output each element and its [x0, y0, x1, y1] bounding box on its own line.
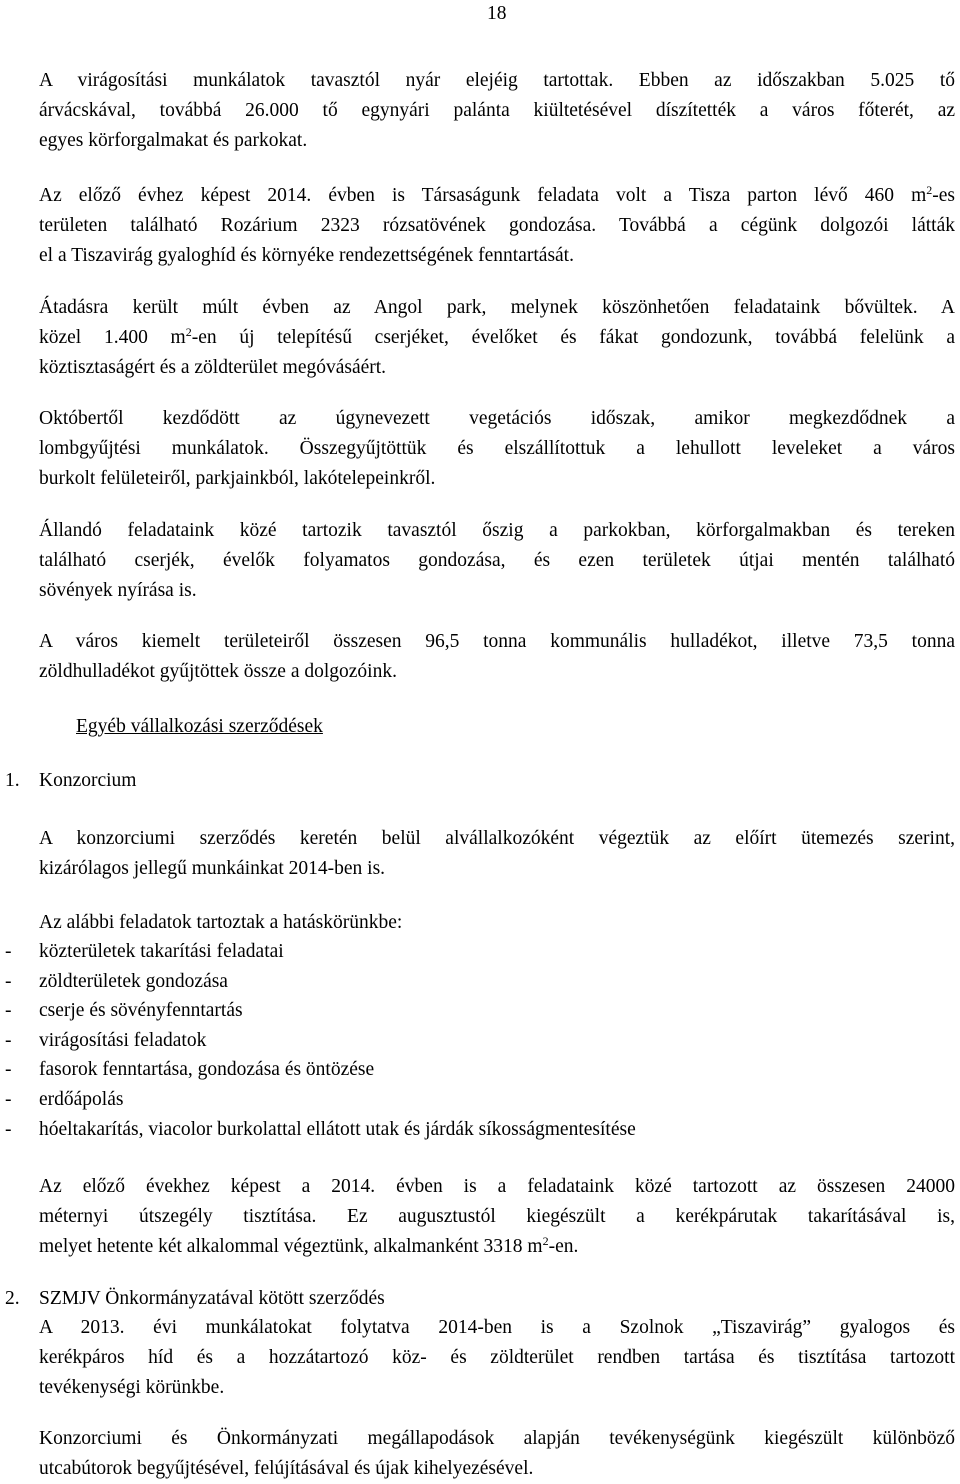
- list-item: - hóeltakarítás, viacolor burkolattal ellátott utak és járdák síkosságmentesítése: [5, 1118, 636, 1140]
- text-line: A város kiemelt területeiről összesen 96,5 tonna kommunális hulladékot, illetve 73,5 tonna: [39, 631, 955, 652]
- text-line: A 2013. évi munkálatokat folytatva 2014-ben is a Szolnok „Tiszavirág” gyalogos és: [39, 1317, 955, 1338]
- text-line: közel 1.400 $m^2-en$ új telepítésű cserjéket, évelőket és fákat gondozunk, továbbá felelünk a: [39, 325, 955, 348]
- item-title-konzorcium: Konzorcium: [39, 770, 137, 791]
- text-line: kerékpáros híd és a hozzátartozó köz- és zöldterület rendben tartása és tisztítása tartozott: [39, 1347, 955, 1368]
- text-line: sövények nyírása is.: [39, 580, 197, 601]
- list-item: - zöldterületek gondozása: [5, 970, 228, 992]
- text-line: Állandó feladataink közé tartozik tavasztól őszig a parkokban, körforgalmakban és tereken: [39, 520, 955, 541]
- text-line: Konzorciumi és Önkormányzati megállapodások alapján tevékenységünk kiegészült különböző: [39, 1428, 955, 1449]
- text-line: Októbertől kezdődött az úgynevezett vegetációs időszak, amikor megkezdődnek a: [39, 408, 955, 429]
- list-item: - közterületek takarítási feladatai: [5, 941, 284, 962]
- paragraph-leaf-collection: [39, 404, 955, 494]
- paragraph-permanent-tasks: [39, 516, 955, 606]
- item-title-szmjv: SZMJV Önkormányzatával kötött szerződés: [39, 1288, 385, 1309]
- tasks-intro: Az alábbi feladatok tartoztak a hatáskörünkbe:: [39, 912, 403, 933]
- task-list: [0, 937, 960, 1144]
- text-line: A konzorciumi szerződés keretén belül alvállalkozóként végeztük az előírt ütemezés szerint,: [39, 828, 955, 849]
- text-line: Az előző évhez képest 2014. évben is Társaságunk feladata volt a Tisza parton lévő 460 $m^2-es$: [39, 183, 955, 206]
- text-line: zöldhulladékot gyűjtöttek össze a dolgozóink.: [39, 661, 397, 682]
- text-line: melyet hetente két alkalommal végeztünk, alkalmanként 3318 $m^2-en$.: [39, 1234, 579, 1257]
- text-line: területen található Rozárium 2323 rózsatövének gondozása. Továbbá a cégünk dolgozói látták: [39, 215, 955, 236]
- list-item: - virágosítási feladatok: [5, 1029, 207, 1051]
- text-line: köztisztaságért és a zöldterület megóvásáért.: [39, 357, 387, 378]
- list-item: - cserje és sövényfenntartás: [5, 1000, 243, 1022]
- text-line: utcabútorok begyűjtésével, felújításával és újak kihelyezésével.: [39, 1458, 534, 1479]
- paragraph-tiszavirag-bridge: [39, 1313, 955, 1403]
- text-line: Átadásra került múlt évben az Angol park, melynek köszönhetően feladataink bővültek. A: [39, 297, 955, 318]
- text-line: burkolt felületeiről, parkjainkból, lakótelepeinkről.: [39, 468, 436, 489]
- list-number: 2.: [5, 1288, 20, 1309]
- text-line: egyes körforgalmakat és parkokat.: [39, 130, 308, 151]
- text-line: kizárólagos jellegű munkáinkat 2014-ben is.: [39, 858, 386, 879]
- text-line: Az előző évekhez képest a 2014. évben is a feladataink közé tartozott az összesen 24000: [39, 1176, 955, 1197]
- text-line: található cserjék, évelők folyamatos gondozása, és ezen területek útjai mentén található: [39, 550, 955, 571]
- page-number: 18: [487, 3, 507, 24]
- paragraph-flower-planting: [39, 66, 955, 156]
- list-item: - fasorok fenntartása, gondozása és öntözése: [5, 1059, 375, 1081]
- text-line: tevékenységi körünkbe.: [39, 1377, 225, 1398]
- text-line: A virágosítási munkálatok tavasztól nyár elejéig tartottak. Ebben az időszakban 5.025 tő: [39, 70, 955, 91]
- paragraph-angol-park: [39, 293, 955, 383]
- text-line: árvácskával, továbbá 26.000 tő egynyári palánta kiültetésével díszítették a város főterét, az: [39, 100, 955, 121]
- text-line: méternyi útszegély tisztítása. Ez augusztustól kiegészült a kerékpárutak takarításával is,: [39, 1206, 955, 1227]
- list-number: 1.: [5, 770, 20, 791]
- list-item: - erdőápolás: [5, 1088, 124, 1110]
- text-line: el a Tiszavirág gyaloghíd és környéke rendezettségének fenntartását.: [39, 245, 574, 266]
- text-line: lombgyűjtési munkálatok. Összegyűjtöttük és elszállítottuk a lehullott leveleket a város: [39, 438, 955, 459]
- paragraph-curb-cleaning: [39, 1172, 955, 1262]
- section-heading: Egyéb vállalkozási szerződések: [76, 716, 323, 737]
- paragraph-street-furniture: [39, 1424, 955, 1484]
- paragraph-rosarium: [39, 181, 955, 271]
- paragraph-waste: [39, 627, 955, 687]
- paragraph-consortium: [39, 824, 955, 884]
